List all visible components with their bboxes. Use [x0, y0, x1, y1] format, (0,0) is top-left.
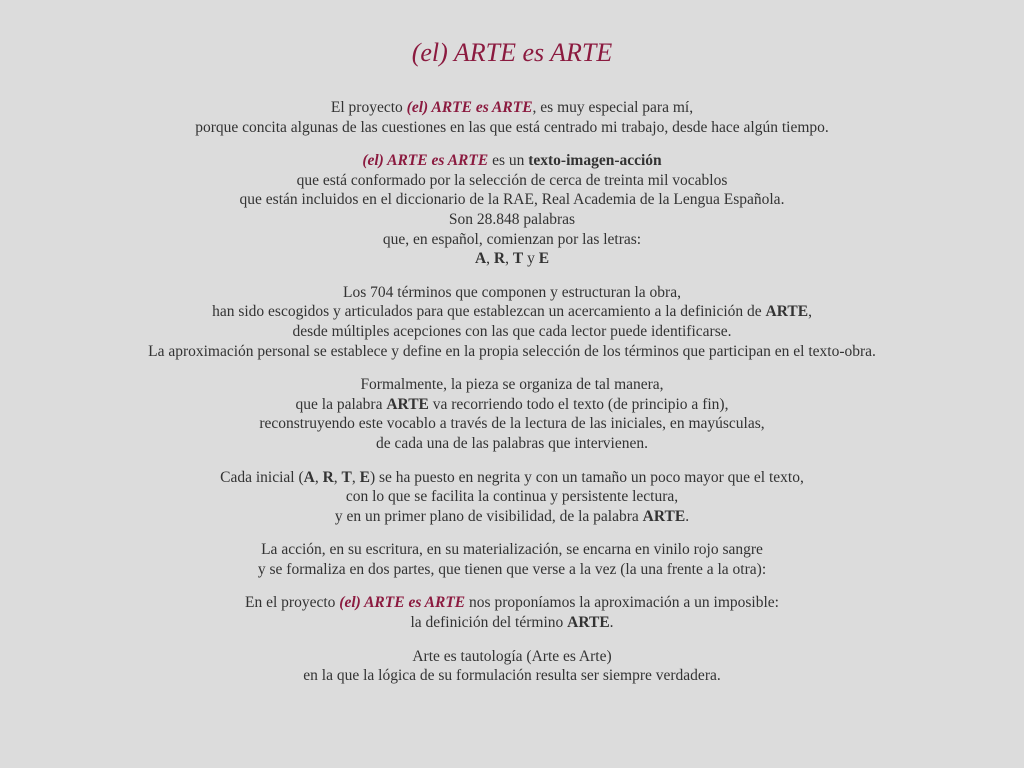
bold-term: texto-imagen-acción: [528, 152, 662, 170]
paragraph-initials: [0, 468, 1024, 527]
text: Son 28.848 palabras: [448, 210, 576, 228]
text: de cada una de las palabras que intervienen.: [376, 434, 648, 452]
text: en la que la lógica de su formulación resulta ser siempre verdadera.: [303, 667, 721, 685]
bold-letter: A: [303, 468, 315, 486]
text: han sido escogidos y articulados para que establezcan un acercamiento a la definición de: [212, 303, 766, 321]
bold-letter: R: [493, 250, 506, 268]
text: con lo que se facilita la continua y persistente lectura,: [345, 488, 679, 506]
text: La aproximación personal se establece y define en la propia selección de los términos que participan en el texto-obra.: [148, 342, 876, 360]
paragraph-tautology: [0, 647, 1024, 686]
main-text: [0, 98, 1024, 700]
paragraph-definition: [0, 151, 1024, 269]
text: desde múltiples acepciones con las que cada lector puede identificarse.: [292, 322, 732, 340]
paragraph-intro: [0, 98, 1024, 137]
text: y: [523, 250, 539, 268]
bold-letter: A: [474, 250, 487, 268]
text: la definición del término: [410, 614, 568, 632]
text: reconstruyendo este vocablo a través de la lectura de las iniciales, en mayúsculas,: [259, 415, 765, 433]
bold-letter: T: [341, 468, 352, 486]
text: Los 704 términos que componen y estructuran la obra,: [343, 283, 681, 301]
text: ,: [351, 468, 360, 486]
text: ,: [333, 468, 342, 486]
text: ,: [486, 250, 494, 268]
text: que está conformado por la selección de cerca de treinta mil vocablos: [296, 171, 728, 189]
text: ,: [505, 250, 513, 268]
bold-word: ARTE: [765, 303, 809, 321]
text: Arte es tautología (Arte es Arte): [412, 647, 612, 665]
text: y se formaliza en dos partes, que tienen que verse a la vez (la una frente a la otra):: [257, 560, 767, 578]
project-name-highlight: (el) ARTE es ARTE: [362, 152, 489, 170]
text: Cada inicial (: [220, 468, 304, 486]
bold-word: ARTE: [386, 395, 429, 413]
text: ) se ha puesto en negrita y con un tamaño un poco mayor que el texto,: [369, 468, 804, 486]
text: .: [609, 614, 614, 632]
text: El proyecto: [330, 99, 407, 116]
text: que, en español, comienzan por las letras:: [382, 230, 642, 248]
text: que están incluidos en el diccionario de la RAE, Real Academia de la Lengua Española.: [239, 191, 785, 209]
text: que la palabra: [295, 395, 387, 413]
page-title: (el) ARTE es ARTE: [411, 38, 613, 67]
paragraph-terms: [0, 283, 1024, 361]
text: La acción, en su escritura, en su materialización, se encarna en vinilo rojo sangre: [261, 541, 763, 559]
text: , es muy especial para mí,: [532, 99, 694, 116]
bold-word: ARTE: [642, 507, 686, 525]
paragraph-action: [0, 540, 1024, 579]
text: nos proponíamos la aproximación a un imposible:: [465, 594, 779, 612]
text: ,: [808, 303, 812, 321]
bold-letter: E: [359, 468, 370, 486]
project-name-highlight: (el) ARTE es ARTE: [406, 99, 533, 116]
bold-letter: E: [538, 250, 550, 268]
text: y en un primer plano de visibilidad, de la palabra: [334, 507, 643, 525]
bold-letter: R: [322, 468, 334, 486]
paragraph-impossible: [0, 593, 1024, 632]
text: .: [685, 507, 690, 525]
text: es un: [488, 152, 529, 170]
text: va recorriendo todo el texto (de principio a fin),: [428, 395, 729, 413]
text: En el proyecto: [245, 594, 340, 612]
bold-letter: T: [512, 250, 524, 268]
project-name-highlight: (el) ARTE es ARTE: [339, 594, 466, 612]
paragraph-form: [0, 375, 1024, 453]
text: Formalmente, la pieza se organiza de tal manera,: [360, 376, 664, 394]
bold-word: ARTE: [567, 614, 610, 632]
text: porque concita algunas de las cuestiones en las que está centrado mi trabajo, desde hace algún tiempo.: [195, 118, 829, 136]
text: ,: [314, 468, 323, 486]
